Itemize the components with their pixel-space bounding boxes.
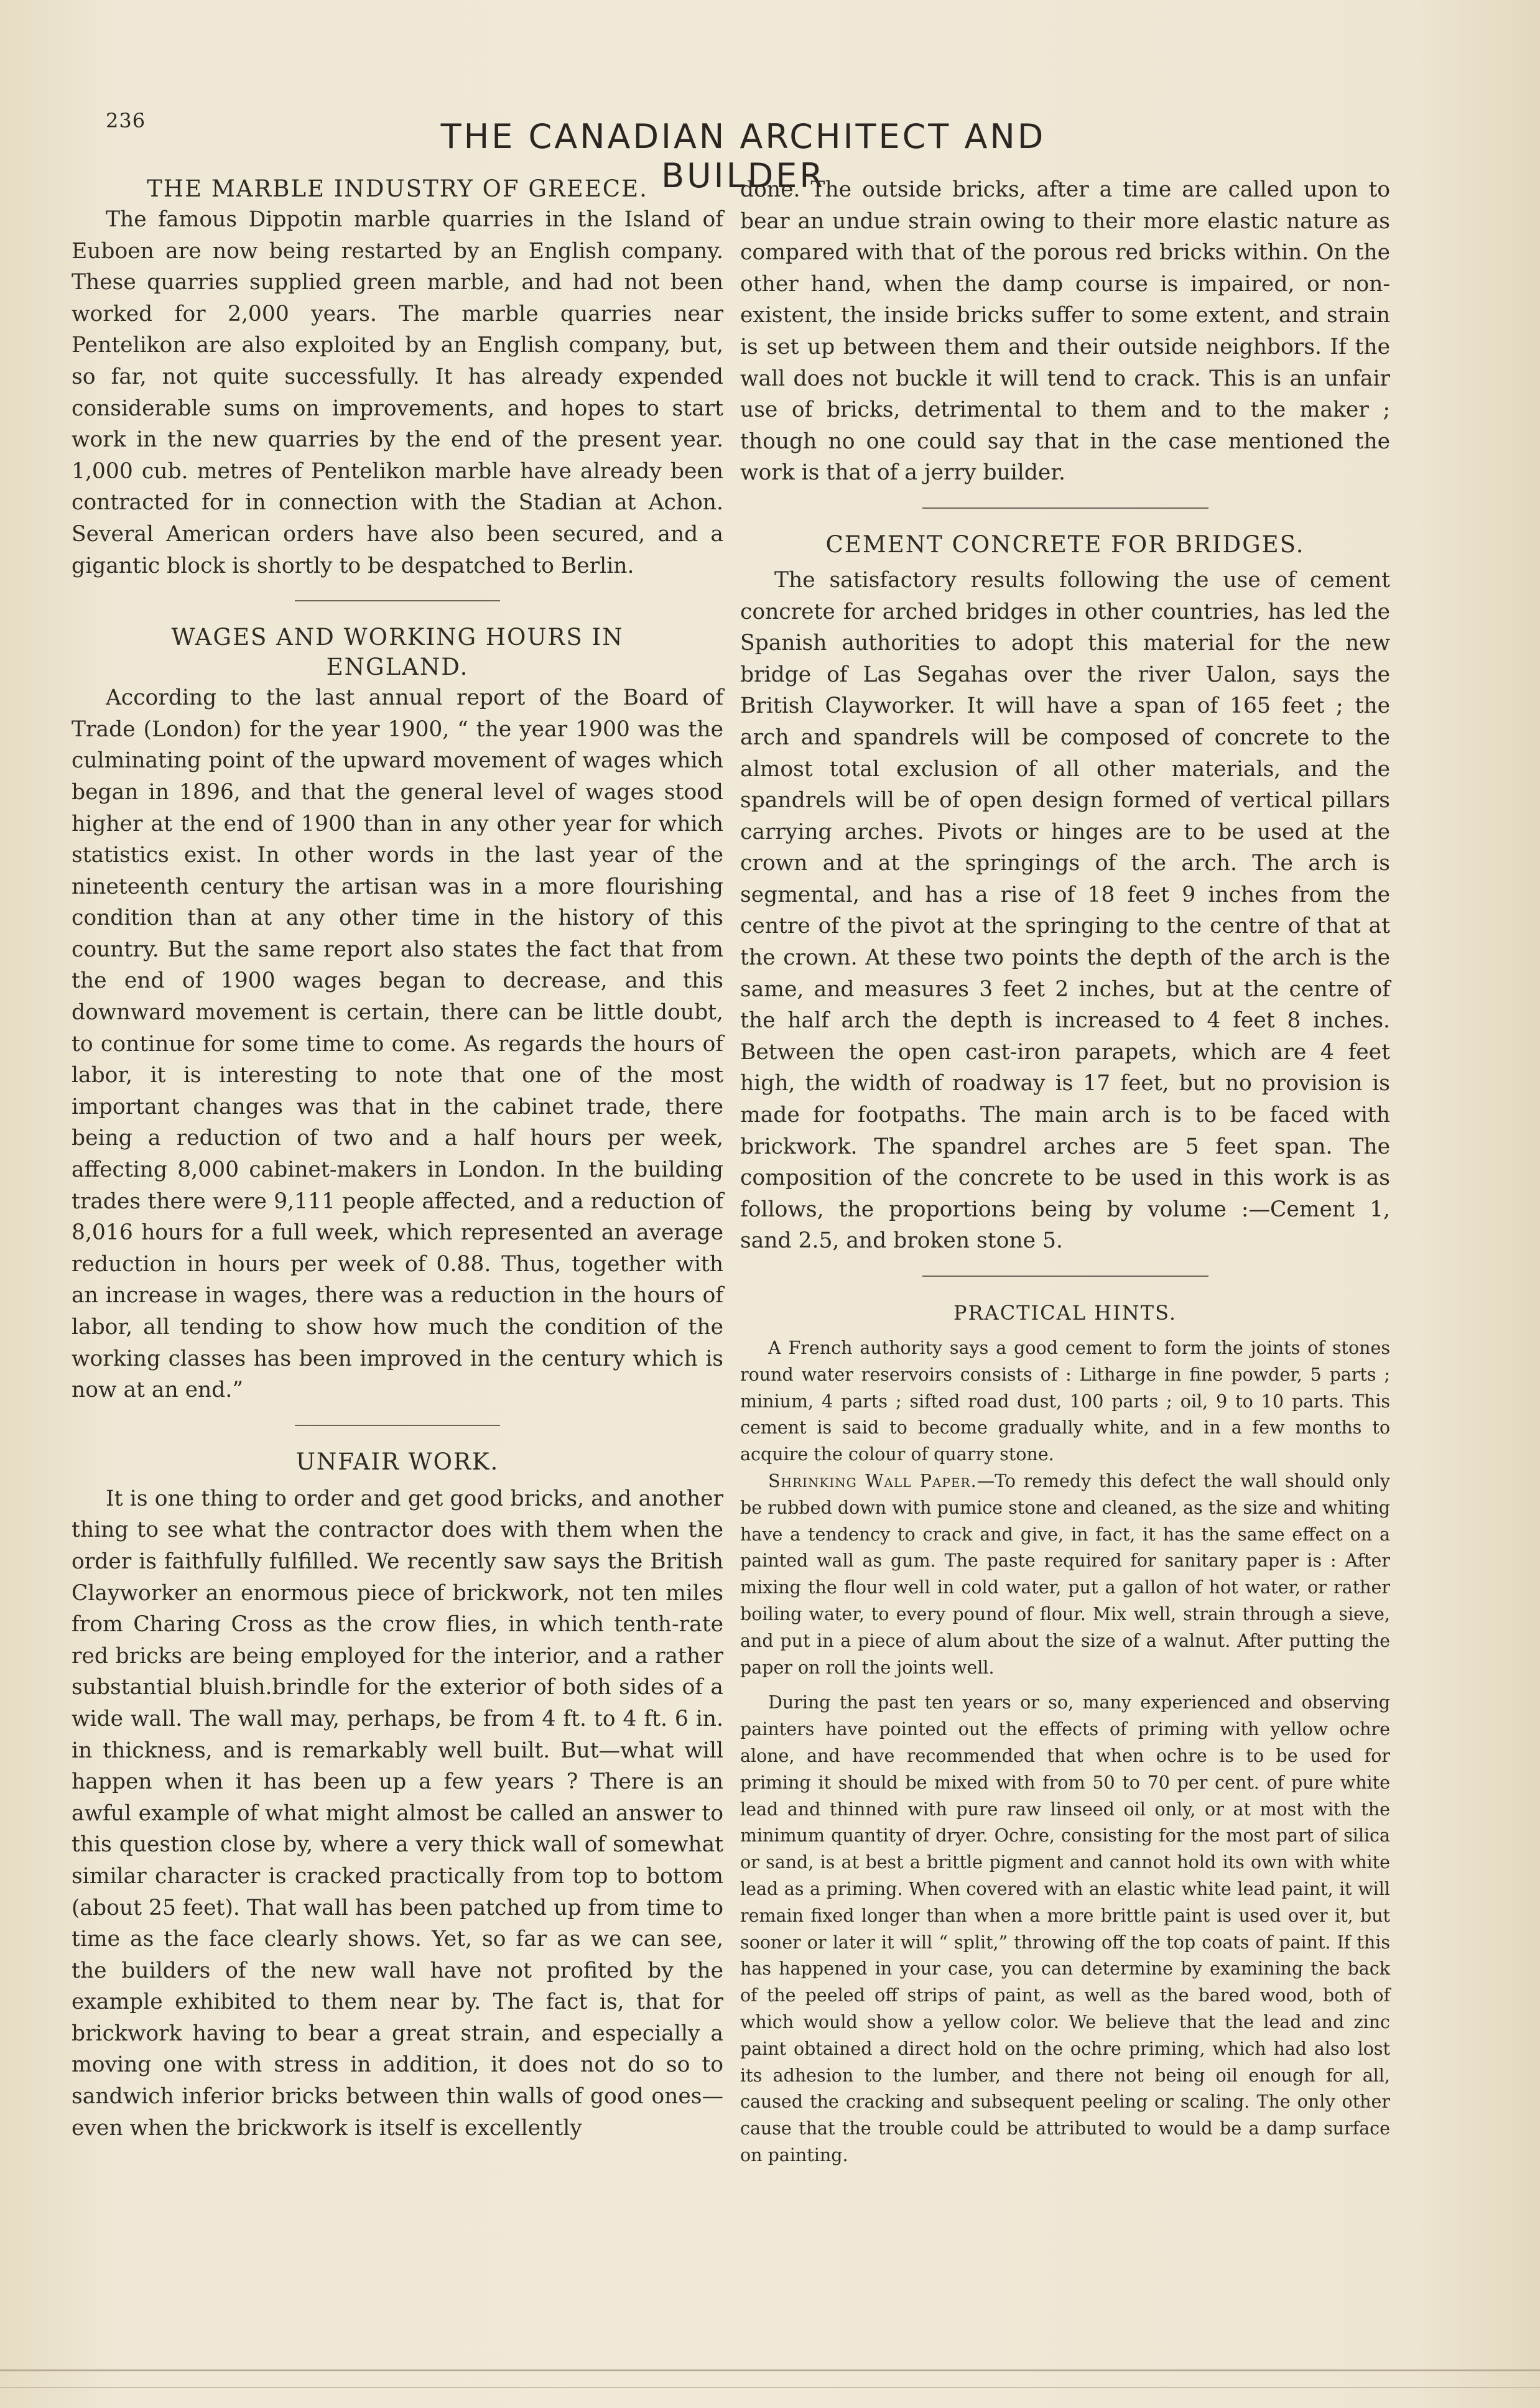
section-divider xyxy=(922,1276,1208,1277)
hint-lead-in: Shrinking Wall Paper. xyxy=(768,1470,977,1491)
article-paragraph: According to the last annual report of the Board of Trade (London) for the year 1900, “ the year 1900 was the culminating point of the upward movement of wages which began in 1896, and that the general level of wages stood higher at the end of 1900 than in any other year for which statistics exist. In other words in the last year of the nineteenth century the artisan was in a more flourishing condition than at any other time in the history of this country. But the same report also states the fact that from the end of 1900 wages began to decrease, and this downward movement is certain, there can be little doubt, to continue for some time to come. As regards the hours of labor, it is interesting to note that one of the most important changes was that in the cabinet trade, there being a reduction of two and a half hours per week, affecting 8,000 cabinet-makers in London. In the building trades there were 9,111 people affected, and a reduction of 8,016 hours for a full week, which represented an average reduction in hours per week of 0.88. Thus, together with an increase in wages, there was a reduction in the hours of labor, all tending to show how much the condition of the working classes has been improved in the century which is now at an end.” xyxy=(72,685,723,1403)
running-head: THE CANADIAN ARCHITECT AND BUILDER xyxy=(440,117,1046,195)
article-unfair-work xyxy=(72,1447,723,2144)
page-edge-line xyxy=(0,2369,1540,2371)
article-paragraph: It is one thing to order and get good bricks, and another thing to see what the contractor does with them when the order is faithfully fulfilled. We recently saw says the British Clayworker an enormous piece of brickwork, not ten miles from Charing Cross as the crow flies, in which tenth-rate red bricks are being employed for the interior, and a rather substantial bluish.brindle for the exterior of both sides of a wide wall. The wall may, perhaps, be from 4 ft. to 4 ft. 6 in. in thickness, and is remarkably well built. But—what will happen when it has been up a few years ? There is an awful example of what might almost be called an answer to this question close by, where a very thick wall of somewhat similar character is cracked practically from top to bottom (about 25 feet). That wall has been patched up from time to time as the face clearly shows. Yet, so far as we can see, the builders of the new wall have not profited by the example exhibited to them near by. The fact is, that for brickwork having to bear a great strain, and especially a moving one with stress in addition, it does not do so to sandwich inferior bricks between thin walls of good ones—even when the brickwork is itself is excellently xyxy=(72,1486,723,2141)
page-number: 236 xyxy=(106,109,146,132)
hint-body: —To remedy this defect the wall should only be rubbed down with pumice stone and cleaned, as the size and whiting have a tendency to crack and give, in fact, it has the same effect on a painted wall as gum. The paste required for sanitary paper is : After mixing the flour well in cold water, put a gallon of hot water, or rather boiling water, to every pound of flour. Mix well, strain through a sieve, and put in a piece of alum about the size of a walnut. After putting the paper on roll the joints well. xyxy=(740,1470,1390,1678)
article-marble-industry xyxy=(72,174,723,581)
article-practical-hints xyxy=(740,1298,1390,2169)
left-column xyxy=(72,174,723,2144)
article-title: WAGES AND WORKING HOURS IN ENGLAND. xyxy=(171,624,624,681)
article-title: UNFAIR WORK. xyxy=(295,1448,499,1475)
article-paragraph: A French authority says a good cement to form the joints of stones round water reservoirs consists of : Litharge in fine powder, 5 parts ; minium, 4 parts ; sifted road dust, 100 parts ; oil, 9 to 10 parts. This cement is said to become gradually white, and in a few months to acquire the colour of quarry stone. xyxy=(740,1338,1390,1465)
article-paragraph: done. The outside bricks, after a time are called upon to bear an undue strain owing to their more elastic nature as compared with that of the porous red bricks within. On the other hand, when the damp course is impaired, or non-existent, the inside bricks suffer to some extent, and strain is set up between them and their outside neighbors. If the wall does not buckle it will tend to crack. This is an unfair use of bricks, detrimental to them and to the maker ; though no one could say that in the case mentioned the work is that of a jerry builder. xyxy=(740,177,1390,486)
article-title: CEMENT CONCRETE FOR BRIDGES. xyxy=(825,530,1305,558)
section-divider xyxy=(295,600,500,601)
article-cement-concrete xyxy=(740,530,1390,1257)
article-unfair-work-continued xyxy=(740,174,1390,489)
article-paragraph xyxy=(740,1468,1390,1681)
article-title: THE MARBLE INDUSTRY OF GREECE. xyxy=(147,175,648,202)
right-column xyxy=(740,174,1390,2169)
article-paragraph: During the past ten years or so, many experienced and observing painters have pointed out the effects of priming with yellow ochre alone, and have recommended that when ochre is to be used for priming it should be mixed with from 50 to 70 per cent. of pure white lead and thinned with pure raw linseed oil only, or at most with the minimum quantity of dryer. Ochre, consisting for the most part of silica or sand, is at best a brittle pigment and cannot hold its own with white lead as a priming. When covered with an elastic white lead paint, it will remain fixed longer than when a more brittle paint is used over it, but sooner or later it will “ split,” throwing off the top coats of paint. If this has happened in your case, you can determine by examining the back of the peeled off strips of paint, as well as the bared wood, both of which would show a yellow color. We believe that the lead and zinc paint obtained a direct hold on the ochre priming, which had also lost its adhesion to the lumber, and there not being oil enough for all, caused the cracking and subsequent peeling or scaling. The only other cause that the trouble could be attributed to would be a damp surface on painting. xyxy=(740,1692,1390,2165)
article-paragraph: The famous Dippotin marble quarries in the Island of Euboen are now being restarted by an English company. These quarries supplied green marble, and had not been worked for 2,000 years. The marble quarries near Pentelikon are also exploited by an English company, but, so far, not quite successfully. It has already expended considerable sums on improvements, and hopes to start work in the new quarries by the end of the present year. 1,000 cub. metres of Pentelikon marble have already been contracted for in connection with the Stadian at Achon. Several American orders have also been secured, and a gigantic block is shortly to be despatched to Berlin. xyxy=(72,207,723,578)
section-divider xyxy=(922,507,1208,509)
article-wages-hours xyxy=(72,623,723,1406)
article-paragraph: The satisfactory results following the use of cement concrete for arched bridges in other countries, has led the Spanish authorities to adopt this material for the new bridge of Las Segahas over the river Ualon, says the British Clayworker. It will have a span of 165 feet ; the arch and spandrels will be composed of concrete to the almost total exclusion of all other materials, and the spandrels will be of open design formed of vertical pillars carrying arches. Pivots or hinges are to be used at the crown and at the springings of the arch. The arch is segmental, and has a rise of 18 feet 9 inches from the centre of the pivot at the springing to the centre of that at the crown. At these two points the depth of the arch is the same, and measures 3 feet 2 inches, but at the centre of the half arch the depth is increased to 4 feet 8 inches. Between the open cast-iron parapets, which are 4 feet high, the width of roadway is 17 feet, but no provision is made for footpaths. The main arch is to be faced with brickwork. The spandrel arches are 5 feet span. The composition of the concrete to be used in this work is as follows, the proportions being by volume :—Cement 1, sand 2.5, and broken stone 5. xyxy=(740,567,1390,1254)
page-edge-line xyxy=(0,2387,1540,2388)
section-divider xyxy=(295,1425,500,1426)
article-title: PRACTICAL HINTS. xyxy=(953,1301,1177,1325)
